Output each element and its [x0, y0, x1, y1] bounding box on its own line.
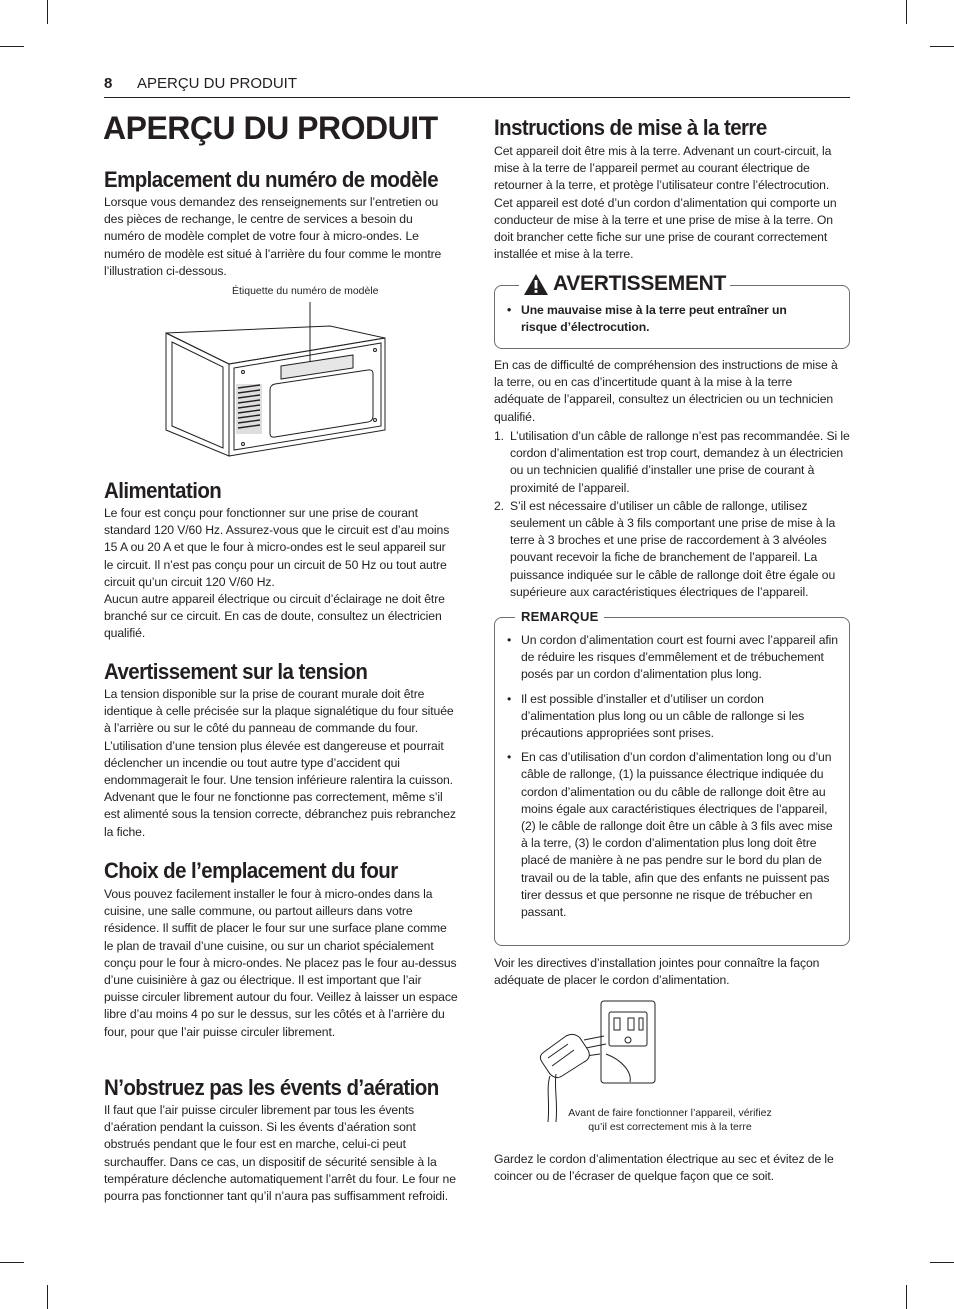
warning-title: AVERTISSEMENT: [553, 272, 727, 295]
microwave-rear-illustration: [163, 298, 393, 458]
warning-list: [505, 302, 805, 336]
note-item: • Un cordon d’alimentation court est fourni avec l’appareil afin de réduire les risques d’emmêlement et de trébuchement posés par un cordon d’alimentation plus long.: [505, 632, 839, 684]
running-title: APERÇU DU PRODUIT: [137, 75, 298, 92]
section-heading-voltage: Avertissement sur la tension: [104, 659, 368, 684]
section-heading-grounding: Instructions de mise à la terre: [494, 115, 767, 140]
crop-mark: [906, 1285, 907, 1309]
plug-caption-line-2: qu’il est correctement mis à la terre: [588, 1121, 752, 1133]
note-title: REMARQUE: [515, 609, 604, 624]
page-title: APERÇU DU PRODUIT: [103, 110, 438, 146]
crop-mark: [47, 0, 48, 24]
figure-label: Étiquette du numéro de modèle: [232, 285, 379, 297]
running-header: [104, 73, 850, 98]
page-number: 8: [104, 75, 113, 92]
note-list: [505, 632, 839, 921]
warning-triangle-icon: [523, 273, 549, 296]
grounding-body: Cet appareil doit être mis à la terre. Advenant un court-circuit, la mise à la terre de l’appareil permet au courant électrique de retourner à la terre, et protège l’utilisateur contre l’électrocution. Cet appareil est doté d’un cordon d’alimentation qui comporte un conducteur de mise à la terre et une prise de mise à la terre. On doit brancher cette fiche sur une prise de courant correctement installée et mise à la terre.: [494, 144, 837, 262]
model-number-body: Lorsque vous demandez des renseignements sur l’entretien ou des pièces de rechange, le centre de services a besoin du numéro de modèle complet de votre four à micro-ondes. Le numéro de modèle est situé à l’arrière du four comme le montre l’illustration ci-dessous.: [104, 195, 442, 278]
section-heading-model-number: Emplacement du numéro de modèle: [104, 167, 439, 192]
crop-mark: [0, 46, 24, 47]
directives-text: Voir les directives d’installation jointes pour connaître la façon adéquate de placer le cordon d’alimentation.: [494, 956, 820, 988]
crop-mark: [930, 46, 954, 47]
crop-mark: [0, 1262, 24, 1263]
warning-item: • Une mauvaise mise à la terre peut entraîner un risque d’électrocution.: [505, 302, 805, 336]
crop-mark: [906, 0, 907, 24]
warning-title-bar: [519, 271, 730, 297]
section-heading-vents: N’obstruez pas les évents d’aération: [104, 1075, 439, 1100]
warning-box: [494, 272, 850, 349]
keep-dry-text: Gardez le cordon d’alimentation électrique au sec et évitez de le coincer ou de l’écraser de quelque façon que ce soit.: [494, 1152, 834, 1184]
location-body: Vous pouvez facilement installer le four à micro-ondes dans la cuisine, une salle commune, ou partout ailleurs dans votre résidence. Il suffit de placer le four sur une surface plane comme le plan de travail d’une cuisine, ou sur un chariot spécialement conçu pour le four à micro-ondes. Ne placez pas le four au-dessus d’une cuisinière à gaz ou électrique. Il est important que l’air puisse circuler librement autour du four. Veillez à laisser un espace libre d’au moins 4 po sur le dessus, sur les côtés et à l’arrière du four, pour que l’air puisse circuler librement.: [104, 887, 458, 1039]
vents-body: Il faut que l’air puisse circuler librement par tous les évents d’aération pendant la cuisson. Si les évents d’aération sont obstrués pendant que le four est en marche, celui-ci peut surchauffer. Dans ce cas, un dispositif de sécurité sensible à la température déclenche automatiquement l’arrêt du four. Le four ne pourra pas fonctionner tant qu’il n’aura pas suffisamment refroidi.: [104, 1103, 456, 1204]
numbered-list: [494, 428, 850, 601]
plug-caption-line-1: Avant de faire fonctionner l’appareil, vérifiez: [568, 1107, 772, 1119]
note-item: • En cas d’utilisation d’un cordon d’alimentation long ou d’un câble de rallonge, (1) la puissance électrique indiquée du cordon d’alimentation ou du câble de rallonge doit être au moins égale aux caractéristiques électriques de l’appareil, (2) le câble de rallonge doit être un câble à 3 fils avec mise à la terre, (3) le cordon d’alimentation plus long doit être placé de manière à ne pas pendre sur le bord du plan de travail ou de la table, afin que des enfants ne puissent pas tirer dessus et que personne ne risque de trébucher en passant.: [505, 749, 839, 921]
section-heading-location: Choix de l’emplacement du four: [104, 858, 398, 883]
power-body-1: Le four est conçu pour fonctionner sur une prise de courant standard 120 V/60 Hz. Assurez-vous que le circuit est d’au moins 15 A ou 20 A et que le four à micro-ondes est le seul appareil sur le circuit. Il n’est pas conçu pour un circuit de 50 Hz ou tout autre circuit qu’un circuit 120 V/60 Hz.: [104, 506, 450, 589]
crop-mark: [930, 1262, 954, 1263]
note-box: [494, 609, 850, 946]
numbered-item: 2. S’il est nécessaire d’utiliser un câble de rallonge, utilisez seulement un câble à 3 fils comportant une prise de mise à la terre à 3 broches et une prise de raccordement à 3 alvéoles pouvant recevoir la fiche de branchement de l’appareil. La puissance indiquée sur le câble de rallonge doit être égale ou supérieure aux caractéristiques électriques de l’appareil.: [494, 498, 836, 599]
note-item: • Il est possible d’installer et d’utiliser un cordon d’alimentation plus long ou un câble de rallonge si les précautions appropriées sont prises.: [505, 691, 839, 743]
numbered-item: 1. L’utilisation d’un câble de rallonge n’est pas recommandée. Si le cordon d’alimentation est trop court, demandez à un électricien ou un technicien qualifié d’installer une prise de courant à proximité de l’appareil.: [494, 429, 850, 495]
power-body-2: Aucun autre appareil électrique ou circuit d’éclairage ne doit être branché sur ce circuit. En cas de doute, consultez un électricien qualifié.: [104, 592, 445, 641]
section-heading-power: Alimentation: [104, 478, 222, 503]
difficulty-text: En cas de difficulté de compréhension des instructions de mise à la terre, ou en cas d’incertitude quant à la mise à la terre adéquate de l’appareil, consultez un électricien ou un technicien qualifié.: [494, 358, 838, 424]
crop-mark: [47, 1285, 48, 1309]
voltage-body: La tension disponible sur la prise de courant murale doit être identique à celle précisée sur la plaque signalétique du four située à l’arrière ou sur le côté du panneau de commande du four. L’utilisation d’une tension plus élevée est dangereuse et pourrait déclencher un incendie ou tout autre type d’accident qui endommagerait le four. Une tension inférieure ralentira la cuisson. Advenant que le four ne fonctionne pas correctement, même s’il est alimenté sous la tension correcte, débranchez puis rebranchez la fiche.: [104, 687, 456, 839]
